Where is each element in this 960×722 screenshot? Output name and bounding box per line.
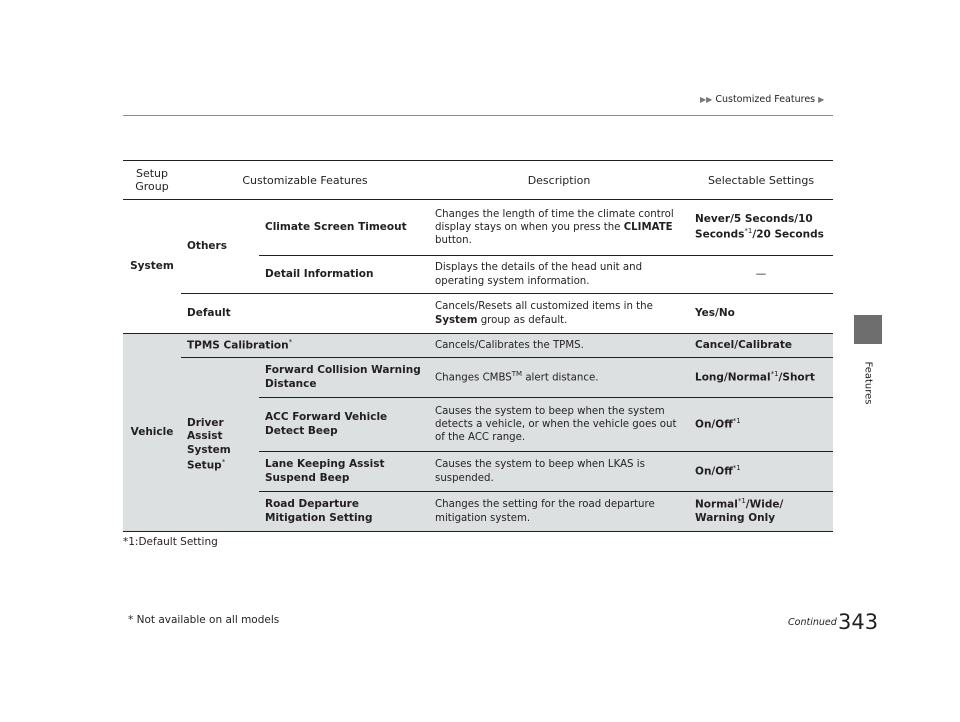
- desc-default: Cancels/Resets all customized items in the System group as default.: [429, 294, 689, 334]
- triangle-right-icon: ▶▶: [700, 95, 713, 104]
- feature-acc-forward-vehicle-beep: ACC Forward Vehicle Detect Beep: [259, 398, 429, 452]
- setting-default: Yes/No: [689, 294, 833, 334]
- col-description: Description: [429, 161, 689, 200]
- desc-lane-keeping-assist-beep: Causes the system to beep when LKAS is suspended.: [429, 452, 689, 492]
- desc-climate-screen-timeout: Changes the length of time the climate control display stays on when you press the CLIMATE button.: [429, 200, 689, 256]
- col-selectable-settings: Selectable Settings: [689, 161, 833, 200]
- desc-tpms-calibration: Cancels/Calibrates the TPMS.: [429, 334, 689, 358]
- setting-forward-collision-warning: Long/Normal$^{*1}$/Short: [689, 358, 833, 398]
- setting-tpms-calibration: Cancel/Calibrate: [689, 334, 833, 358]
- group-system: System: [123, 200, 181, 334]
- desc-forward-collision-warning: Changes CMBS™ alert distance.: [429, 358, 689, 398]
- feature-tpms-calibration: TPMS Calibration*: [181, 334, 429, 358]
- table-header-row: [123, 161, 833, 200]
- footnote-default-setting: *1:Default Setting: [123, 536, 218, 548]
- feature-default: Default: [181, 294, 429, 334]
- feature-road-departure-mitigation: Road Departure Mitigation Setting: [259, 492, 429, 532]
- subgroup-driver-assist: Driver Assist System Setup*: [181, 358, 259, 532]
- page-number: 343: [838, 610, 879, 634]
- section-tab: [854, 315, 882, 344]
- feature-detail-information: Detail Information: [259, 256, 429, 294]
- section-label: Features: [862, 361, 874, 405]
- setting-lane-keeping-assist-beep: On/Off$^{*1}$: [689, 452, 833, 492]
- feature-climate-screen-timeout: Climate Screen Timeout: [259, 200, 429, 256]
- setting-detail-information: —: [689, 256, 833, 294]
- group-vehicle: Vehicle: [123, 334, 181, 532]
- table-row: [123, 334, 833, 358]
- breadcrumb-label: Customized Features: [715, 94, 816, 105]
- col-setup-group: Setup Group: [123, 161, 181, 200]
- feature-forward-collision-warning: Forward Collision Warning Distance: [259, 358, 429, 398]
- setting-climate-screen-timeout: Never/5 Seconds/10 Seconds$^{*1}$/20 Seconds: [689, 200, 833, 256]
- desc-detail-information: Displays the details of the head unit and operating system information.: [429, 256, 689, 294]
- table-row: [123, 294, 833, 334]
- table-row: [123, 358, 833, 398]
- footnote-not-available: * Not available on all models: [128, 614, 280, 626]
- desc-road-departure-mitigation: Changes the setting for the road departure mitigation system.: [429, 492, 689, 532]
- setting-acc-forward-vehicle-beep: On/Off$^{*1}$: [689, 398, 833, 452]
- header-rule: [123, 115, 833, 116]
- triangle-right-icon: ▶: [818, 95, 825, 104]
- table-row: [123, 200, 833, 256]
- col-customizable-features: Customizable Features: [181, 161, 429, 200]
- breadcrumb: [700, 94, 824, 105]
- subgroup-others: Others: [181, 200, 259, 294]
- customized-features-table: [123, 160, 833, 532]
- continued-label: Continued: [788, 617, 837, 628]
- desc-acc-forward-vehicle-beep: Causes the system to beep when the system detects a vehicle, or when the vehicle goes out of the ACC range.: [429, 398, 689, 452]
- setting-road-departure-mitigation: Normal$^{*1}$/Wide/ Warning Only: [689, 492, 833, 532]
- feature-lane-keeping-assist-beep: Lane Keeping Assist Suspend Beep: [259, 452, 429, 492]
